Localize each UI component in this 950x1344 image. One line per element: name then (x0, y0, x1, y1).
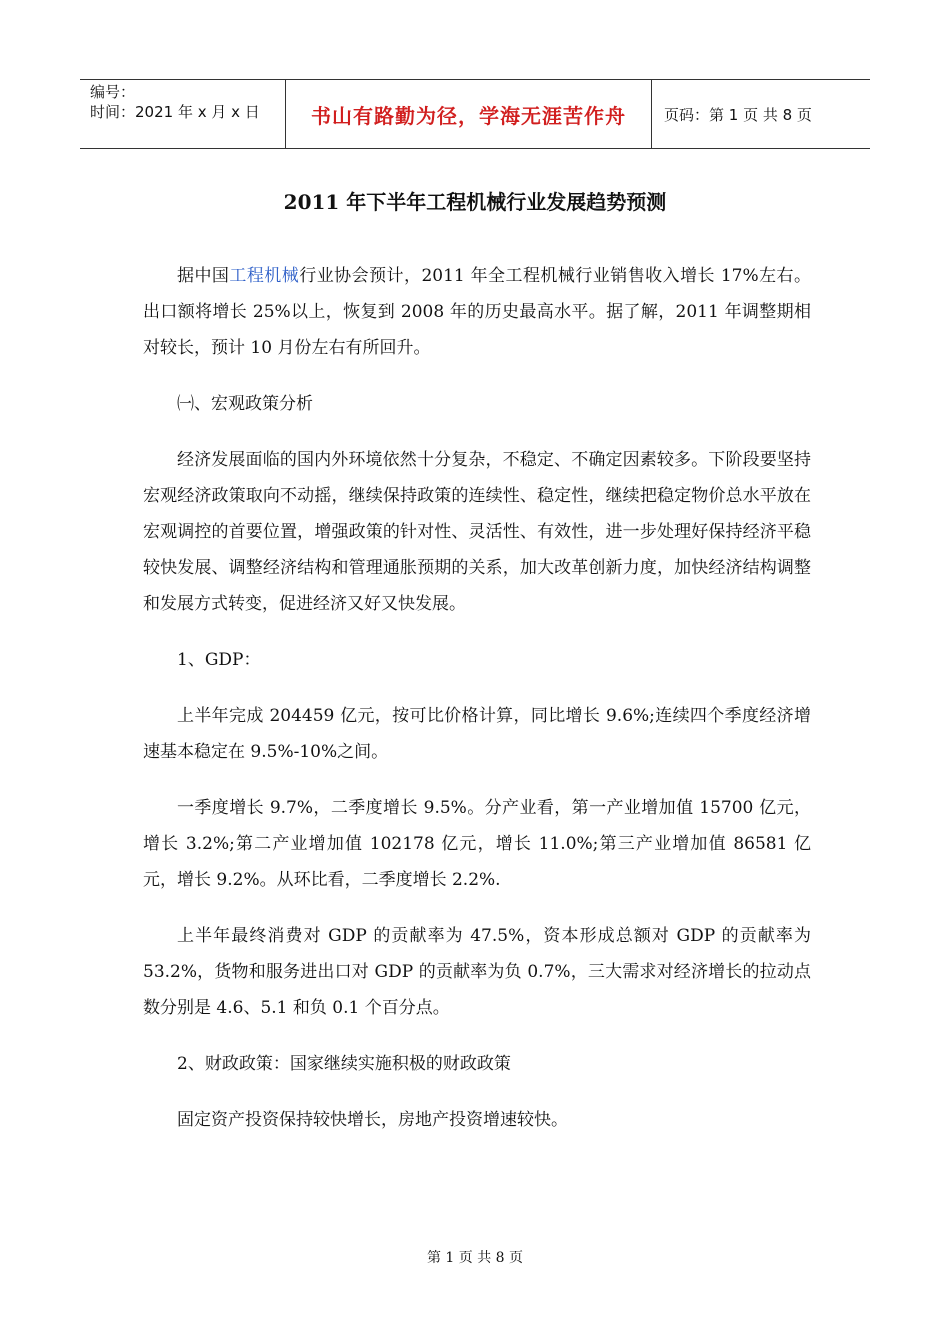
number-label: 编号： (90, 83, 136, 101)
document-title: 2011 年下半年工程机械行业发展趋势预测 (283, 190, 667, 214)
paragraph: 经济发展面临的国内外环境依然十分复杂，不稳定、不确定因素较多。下阶段要坚持宏观经济政策取向不动摇，继续保持政策的连续性、稳定性，继续把稳定物价总水平放在宏观调控的首要位置，增强政策的针对性、灵活性、有效性，进一步处理好保持经济平稳较快发展、调整经济结构和管理通胀预期的关系，加大改革创新力度，加快经济结构调整和发展方式转变，促进经济又好又快发展。 (143, 450, 811, 614)
paragraph: 固定资产投资保持较快增长，房地产投资增速较快。 (177, 1110, 568, 1130)
header-page-info: 页码：第 1 页 共 8 页 (664, 105, 812, 124)
section-heading-fiscal: 2、财政政策：国家继续实施积极的财政政策 (177, 1054, 511, 1074)
paragraph: 上半年完成 204459 亿元，按可比价格计算，同比增长 9.6%;连续四个季度经济增速基本稳定在 9.5%-10%之间。 (143, 706, 811, 762)
keyword-link[interactable]: 工程机械 (229, 266, 300, 286)
document-body (143, 258, 811, 1158)
time-label: 时间：2021 年 x 月 x 日 (90, 103, 260, 121)
page-footer: 第 1 页 共 8 页 (426, 1250, 524, 1266)
intro-suffix: 行业协会预计，2011 年全工程机械行业销售收入增长 17%左右。出口额将增长 25%以上，恢复到 2008 年的历史最高水平。据了解，2011 年调整期相对较长，预计 10 月份左右有所回升。 (143, 266, 812, 358)
paragraph: 上半年最终消费对 GDP 的贡献率为 47.5%，资本形成总额对 GDP 的贡献率为 53.2%，货物和服务进出口对 GDP 的贡献率为负 0.7%，三大需求对经济增长的拉动点数分别是 4.6、5.1 和负 0.1 个百分点。 (143, 926, 811, 1018)
intro-paragraph (143, 258, 811, 366)
header-meta (80, 80, 285, 148)
section-heading-gdp: 1、GDP： (177, 650, 261, 670)
paragraph: 一季度增长 9.7%，二季度增长 9.5%。分产业看，第一产业增加值 15700 亿元，增长 3.2%;第二产业增加值 102178 亿元，增长 11.0%;第三产业增加值 86581 亿元，增长 9.2%。从环比看，二季度增长 2.2%. (143, 798, 811, 890)
section-heading-macro-policy: ㈠、宏观政策分析 (177, 394, 313, 414)
header-motto: 书山有路勤为径，学海无涯苦作舟 (285, 80, 652, 148)
document-header (80, 79, 870, 149)
intro-prefix: 据中国 (177, 266, 230, 286)
